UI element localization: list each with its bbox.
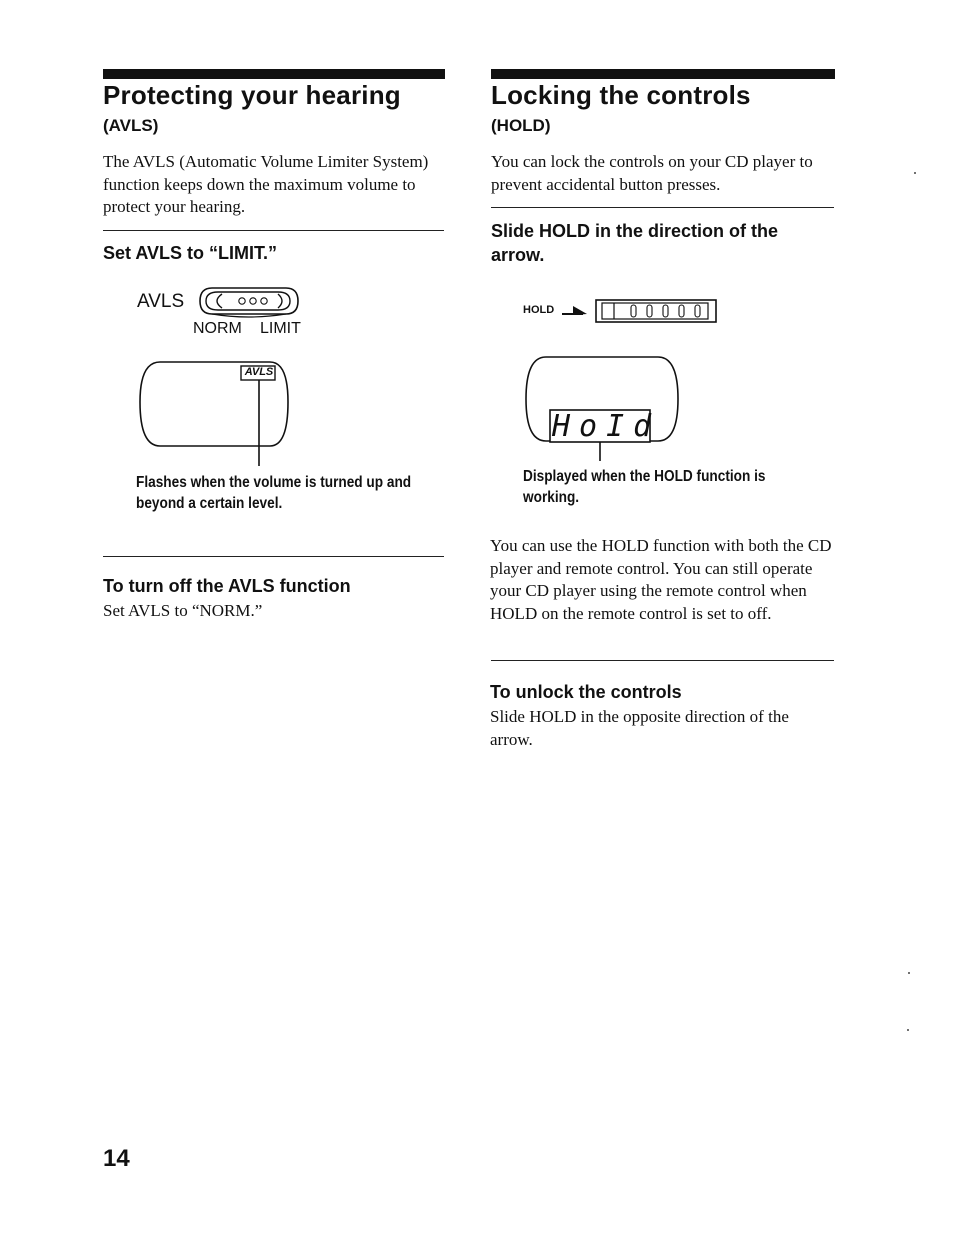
avls-limit-label: LIMIT [260, 320, 301, 337]
hold-remote-text: You can use the HOLD function with both the CD player and remote control. You can still operate your CD player using the remote control when HOLD on the remote control is set to off. [490, 536, 832, 623]
left-divider-1 [103, 230, 444, 231]
hold-unlock-heading: To unlock the controls [490, 682, 682, 702]
avls-norm-label: NORM [193, 320, 242, 337]
hold-caption: Displayed when the HOLD function is working. [523, 468, 766, 506]
left-section-subtitle: (AVLS) [103, 116, 159, 135]
hold-display-text: HoId [552, 409, 661, 444]
avls-indicator-text: AVLS [244, 366, 274, 378]
margin-speck [907, 1029, 909, 1031]
margin-speck [914, 172, 916, 174]
avls-switch-illustration [198, 284, 300, 322]
hold-arrow-icon [561, 304, 589, 318]
right-title-bar [491, 69, 835, 79]
left-title-bar [103, 69, 445, 79]
hold-intro-text: You can lock the controls on your CD player to prevent accidental button presses. [491, 152, 813, 194]
avls-turnoff-heading: To turn off the AVLS function [103, 576, 351, 596]
hold-step-heading: Slide HOLD in the direction of the arrow. [491, 221, 779, 265]
avls-caption: Flashes when the volume is turned up and beyond a certain level. [136, 474, 412, 512]
left-section-title: Protecting your hearing [103, 80, 401, 110]
avls-switch-label: AVLS [137, 291, 185, 312]
left-divider-2 [103, 556, 444, 557]
right-divider-1 [491, 207, 834, 208]
avls-step-heading: Set AVLS to “LIMIT.” [103, 243, 277, 263]
avls-intro-text: The AVLS (Automatic Volume Limiter System) function keeps down the maximum volume to protect your hearing. [103, 152, 429, 216]
right-section-title: Locking the controls [491, 80, 751, 110]
hold-switch-label: HOLD [523, 304, 555, 316]
margin-speck [908, 972, 910, 974]
page-number: 14 [103, 1145, 130, 1172]
right-divider-2 [491, 660, 834, 661]
avls-turnoff-text: Set AVLS to “NORM.” [103, 601, 263, 620]
hold-switch-illustration [594, 297, 720, 325]
right-section-subtitle: (HOLD) [491, 116, 551, 135]
hold-unlock-text: Slide HOLD in the opposite direction of the arrow. [490, 707, 789, 749]
